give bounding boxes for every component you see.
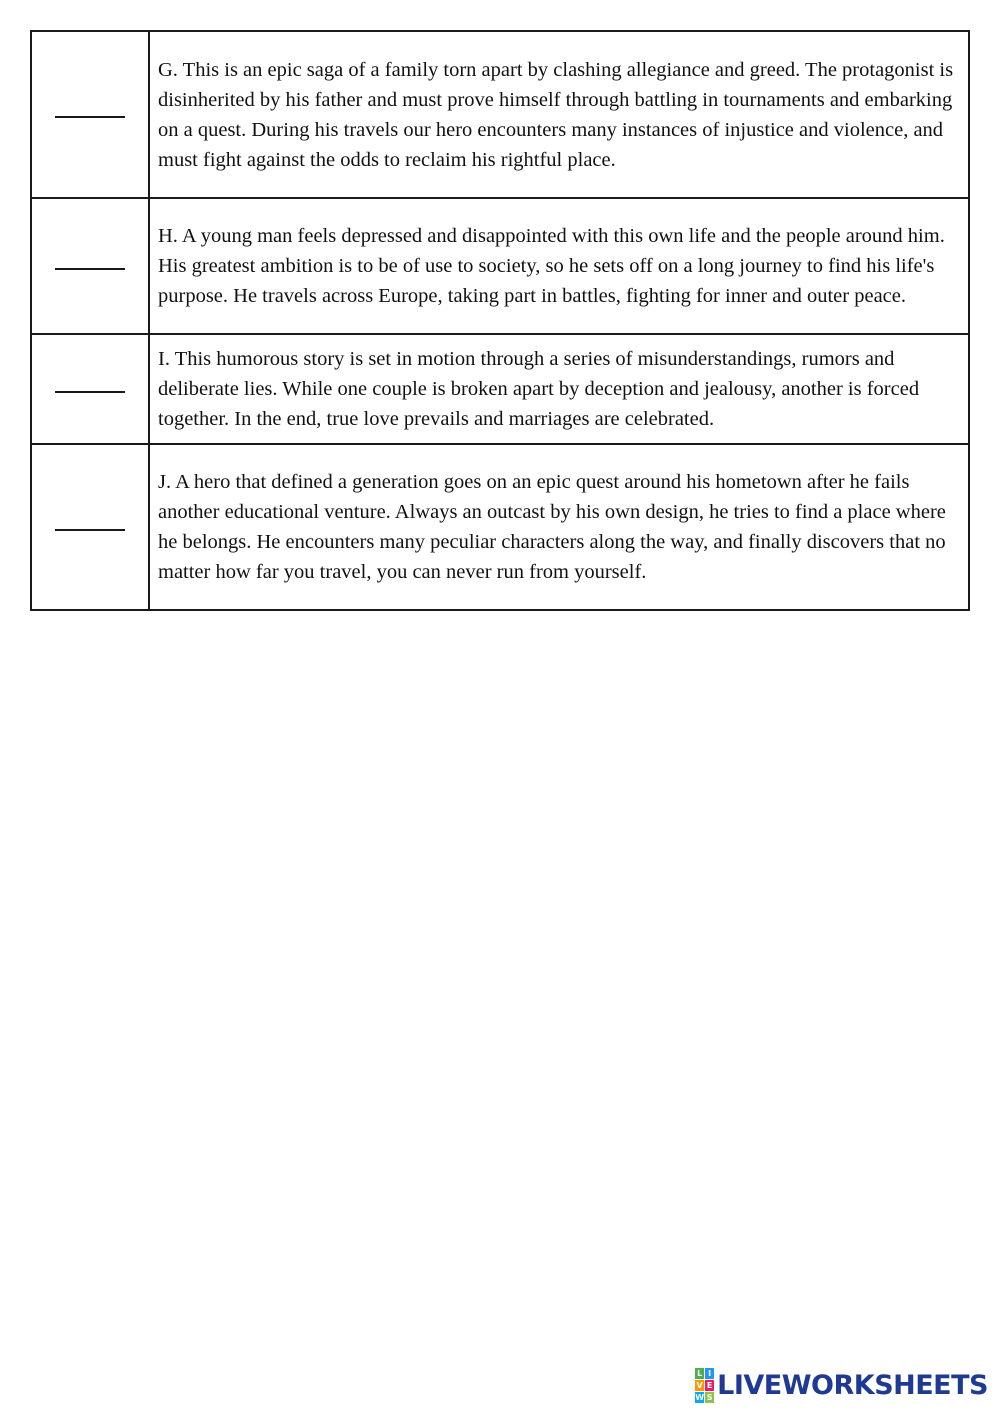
table-row [31, 444, 969, 610]
logo-mark-letter: E [706, 1380, 713, 1390]
description-cell: G. This is an epic saga of a family torn apart by clashing allegiance and greed. The protagonist is disinherited by his father and must prove himself through battling in tournaments and embarking on a quest. During his travels our hero encounters many instances of injustice and violence, and must fight against the odds to reclaim his rightful place. [149, 31, 969, 198]
description-cell: H. A young man feels depressed and disappointed with this own life and the people around him. His greatest ambition is to be of use to society, so he sets off on a long journey to find his life's purpose. He travels across Europe, taking part in battles, fighting for inner and outer peace. [149, 198, 969, 334]
logo-mark-letter: L [697, 1368, 703, 1378]
logo-mark-letter: S [706, 1392, 713, 1402]
logo-mark-letter: V [696, 1380, 703, 1390]
answer-blank-input[interactable] [55, 268, 125, 270]
table-row [31, 198, 969, 334]
answer-blank-input[interactable] [55, 116, 125, 118]
logo-mark-letter: W [695, 1392, 705, 1402]
answer-blank-input[interactable] [55, 529, 125, 531]
answer-cell [31, 198, 149, 334]
liveworksheets-logo-icon [695, 1368, 714, 1403]
logo-mark-letter: I [705, 1368, 714, 1379]
table-row [31, 31, 969, 198]
answer-cell [31, 31, 149, 198]
answer-cell [31, 444, 149, 610]
answer-cell [31, 334, 149, 444]
matching-table [30, 30, 970, 611]
answer-blank-input[interactable] [55, 391, 125, 393]
description-cell: I. This humorous story is set in motion through a series of misunderstandings, rumors and deliberate lies. While one couple is broken apart by deception and jealousy, another is forced together. In the end, true love prevails and marriages are celebrated. [149, 334, 969, 444]
table-row [31, 334, 969, 444]
liveworksheets-logo [695, 1368, 988, 1402]
description-cell: J. A hero that defined a generation goes on an epic quest around his hometown after he fails another educational venture. Always an outcast by his own design, he tries to find a place where he belongs. He encounters many peculiar characters along the way, and finally discovers that no matter how far you travel, you can never run from yourself. [149, 444, 969, 610]
logo-text: LIVEWORKSHEETS [717, 1369, 988, 1401]
